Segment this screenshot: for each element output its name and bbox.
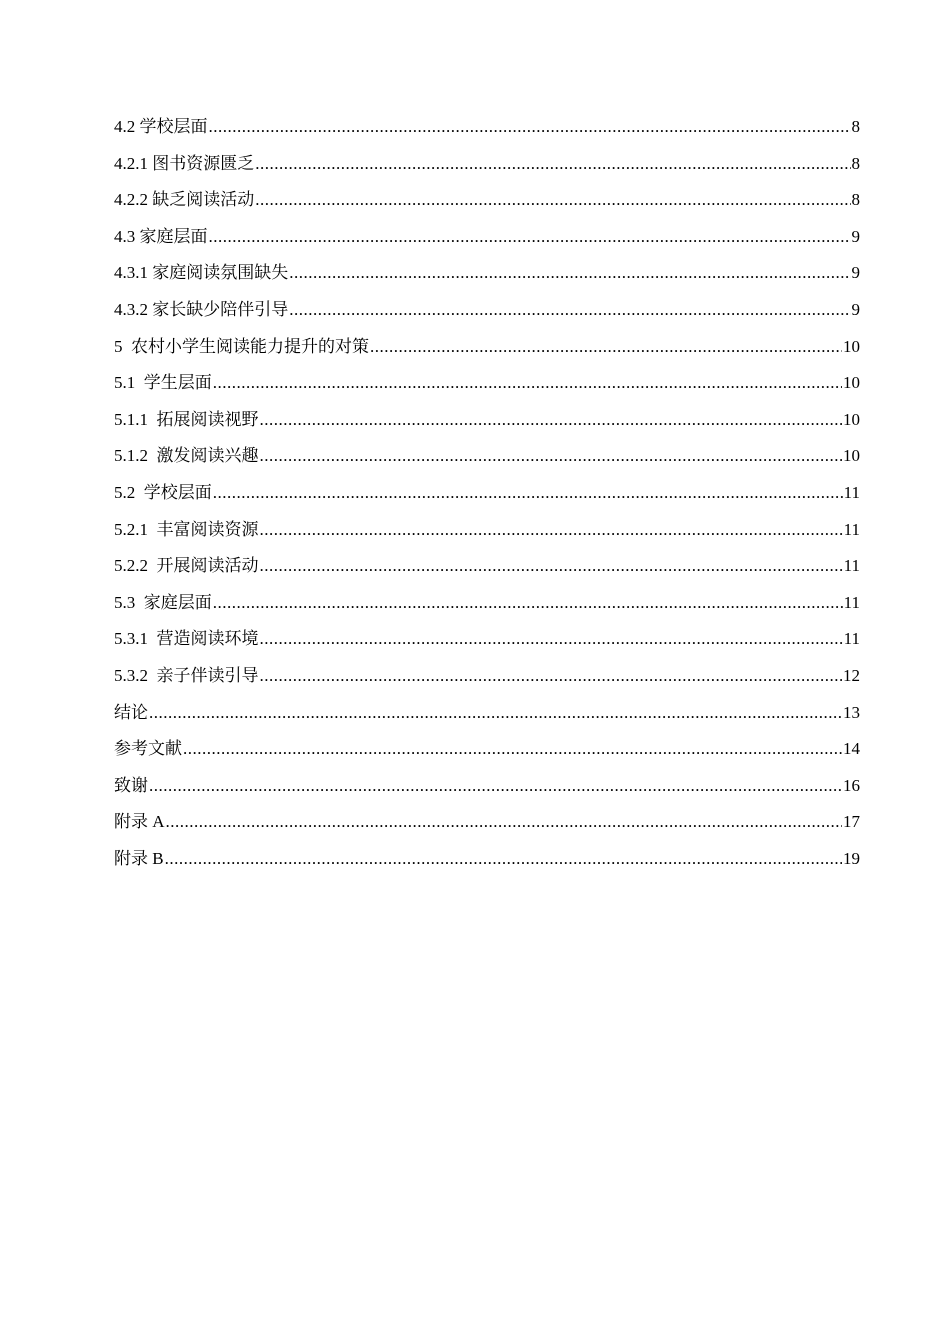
toc-dot-leader <box>289 292 850 329</box>
toc-dot-leader <box>289 255 850 292</box>
toc-entry[interactable] <box>114 768 860 805</box>
toc-page-number: 14 <box>843 739 860 759</box>
toc-page-number: 9 <box>851 263 860 283</box>
toc-page-number: 9 <box>851 226 860 246</box>
toc-dot-leader <box>213 365 842 402</box>
toc-page-number: 10 <box>843 336 860 356</box>
toc-entry[interactable] <box>114 658 860 695</box>
toc-page-number: 11 <box>843 519 860 539</box>
toc-entry-title: 4.3.1 家庭阅读氛围缺失 <box>114 263 289 283</box>
toc-entry-title: 5.2 学校层面 <box>114 482 212 502</box>
toc-dot-leader <box>213 585 843 622</box>
toc-dot-leader <box>209 219 851 256</box>
toc-entry-title: 5.1 学生层面 <box>114 373 212 393</box>
toc-page-number: 11 <box>843 482 860 502</box>
toc-entry-title: 4.3.2 家长缺少陪伴引导 <box>114 299 289 319</box>
toc-entry[interactable] <box>114 219 860 256</box>
toc-entry[interactable] <box>114 804 860 841</box>
toc-entry[interactable] <box>114 585 860 622</box>
toc-dot-leader <box>260 512 843 549</box>
toc-entry-title: 结论 <box>114 702 148 722</box>
toc-dot-leader <box>166 804 842 841</box>
toc-page-number: 9 <box>851 299 860 319</box>
toc-entry[interactable] <box>114 146 860 183</box>
toc-entry-title: 5.3 家庭层面 <box>114 592 212 612</box>
toc-dot-leader <box>255 182 850 219</box>
toc-entry-title: 5.1.2 激发阅读兴趣 <box>114 446 259 466</box>
toc-page-number: 12 <box>843 665 860 685</box>
toc-entry[interactable] <box>114 109 860 146</box>
toc-dot-leader <box>370 329 842 366</box>
toc-entry-title: 5.3.1 营造阅读环境 <box>114 629 259 649</box>
toc-entry[interactable] <box>114 841 860 878</box>
toc-entry-title: 附录 A <box>114 812 165 832</box>
toc-dot-leader <box>260 658 843 695</box>
toc-page-number: 8 <box>851 117 860 136</box>
toc-entry-title: 5.2.1 丰富阅读资源 <box>114 519 259 539</box>
toc-entry[interactable] <box>114 182 860 219</box>
toc-dot-leader <box>213 475 843 512</box>
toc-entry[interactable] <box>114 548 860 585</box>
toc-dot-leader <box>255 146 850 183</box>
toc-entry[interactable] <box>114 438 860 475</box>
toc-dot-leader <box>209 109 851 146</box>
toc-entry[interactable] <box>114 292 860 329</box>
toc-dot-leader <box>260 621 843 658</box>
toc-entry-title: 4.3 家庭层面 <box>114 226 208 246</box>
toc-entry-title: 参考文献 <box>114 739 182 759</box>
toc-dot-leader <box>260 402 843 439</box>
toc-entry[interactable] <box>114 255 860 292</box>
toc-entry-title: 4.2.1 图书资源匮乏 <box>114 153 255 173</box>
toc-dot-leader <box>260 438 843 475</box>
toc-entry[interactable] <box>114 695 860 732</box>
table-of-contents <box>114 109 860 877</box>
toc-page-number: 8 <box>851 153 860 173</box>
toc-page-number: 11 <box>843 556 860 576</box>
toc-page-number: 16 <box>843 775 860 795</box>
toc-entry-title: 附录 B <box>114 848 164 868</box>
toc-page-number: 10 <box>843 446 860 466</box>
toc-page-number: 10 <box>843 409 860 429</box>
toc-entry[interactable] <box>114 512 860 549</box>
toc-dot-leader <box>149 768 842 805</box>
toc-entry-title: 致谢 <box>114 775 148 795</box>
toc-entry[interactable] <box>114 731 860 768</box>
toc-page-number: 17 <box>843 812 860 832</box>
toc-entry[interactable] <box>114 365 860 402</box>
toc-entry[interactable] <box>114 329 860 366</box>
toc-entry-title: 5.3.2 亲子伴读引导 <box>114 665 259 685</box>
toc-entry[interactable] <box>114 402 860 439</box>
toc-page-number: 10 <box>843 373 860 393</box>
toc-entry-title: 5.1.1 拓展阅读视野 <box>114 409 259 429</box>
toc-entry[interactable] <box>114 475 860 512</box>
toc-dot-leader <box>149 695 842 732</box>
toc-entry-title: 4.2.2 缺乏阅读活动 <box>114 190 255 210</box>
toc-entry-title: 5.2.2 开展阅读活动 <box>114 556 259 576</box>
toc-dot-leader <box>165 841 842 878</box>
toc-entry[interactable] <box>114 621 860 658</box>
toc-dot-leader <box>260 548 843 585</box>
toc-entry-title: 5 农村小学生阅读能力提升的对策 <box>114 336 369 356</box>
toc-page-number: 13 <box>843 702 860 722</box>
toc-page-number: 11 <box>843 592 860 612</box>
toc-page-number: 11 <box>843 629 860 649</box>
toc-page-number: 8 <box>851 190 860 210</box>
toc-entry-title: 4.2 学校层面 <box>114 117 208 136</box>
toc-dot-leader <box>183 731 842 768</box>
toc-page-number: 19 <box>843 848 860 868</box>
